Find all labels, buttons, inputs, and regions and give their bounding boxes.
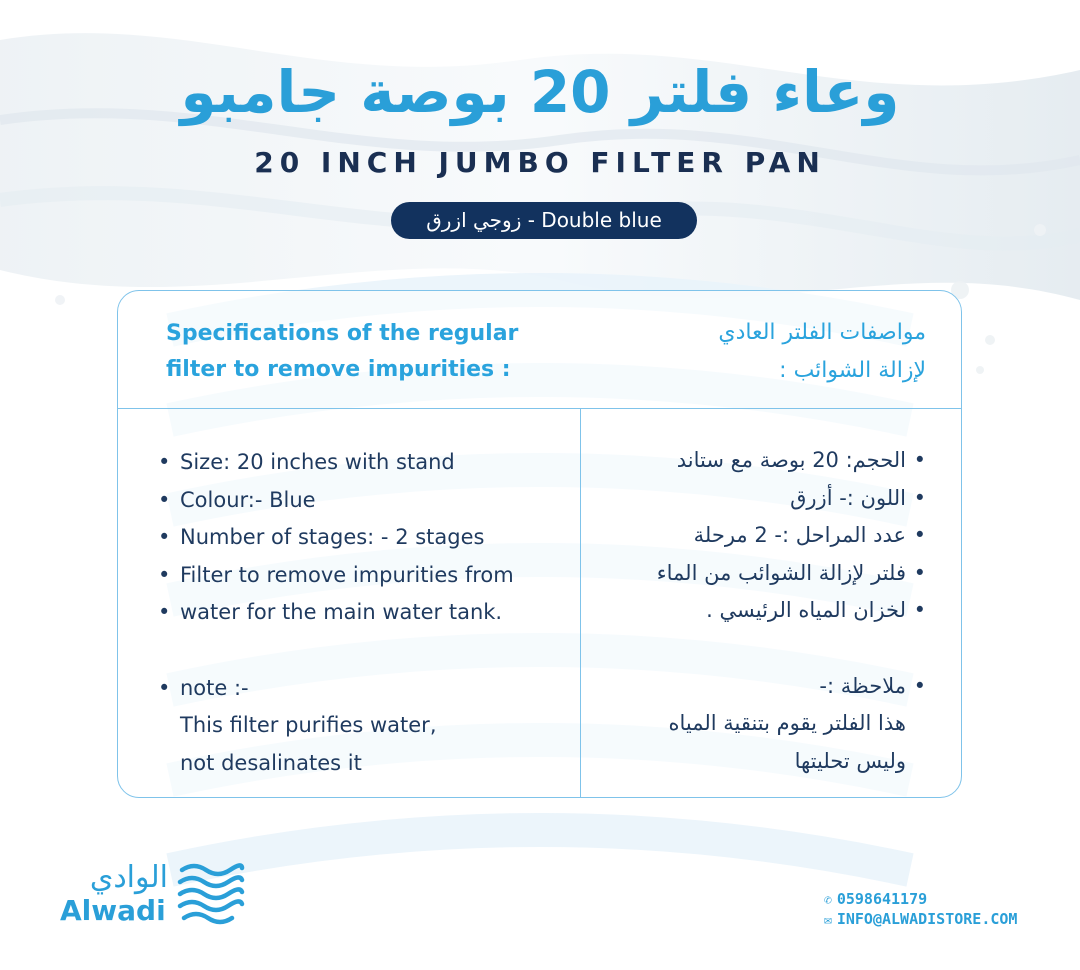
spec-item-ar: • فلتر لإزالة الشوائب من الماء (600, 555, 926, 593)
contact-email[interactable] (824, 909, 1017, 931)
bullet-icon: • (913, 673, 926, 698)
bullet-icon: • (158, 487, 171, 512)
bullet-icon: • (158, 562, 171, 587)
bullet-icon: • (913, 448, 926, 472)
card-column-divider (580, 408, 581, 798)
note-text-en-line-2: not desalinates it (180, 750, 362, 775)
spec-item-ar: • الحجم: 20 بوصة مع ستاند (600, 442, 926, 480)
title-arabic: وعاء فلتر 20 بوصة جامبو (180, 58, 900, 126)
email-address[interactable]: INFO@ALWADISTORE.COM (836, 910, 1018, 928)
heading-ar-line-1: مواصفات الفلتر العادي (718, 320, 926, 345)
brand-name-english: Alwadi (60, 894, 166, 927)
spec-item-en: • Colour:- Blue (158, 482, 558, 520)
spec-item-en: • Size: 20 inches with stand (158, 444, 558, 482)
specifications-list-english (158, 444, 558, 782)
note-text-en-line-1: This filter purifies water, (180, 713, 437, 738)
specifications-heading-english (166, 316, 546, 388)
heading-ar-line-2: لإزالة الشوائب : (779, 358, 926, 383)
bullet-icon: • (158, 450, 171, 474)
specifications-list-arabic (600, 442, 926, 780)
variant-badge: زوجي ازرق - Double blue (391, 202, 697, 239)
envelope-icon: ✉ (824, 913, 832, 928)
heading-en-line-1: Specifications of the regular (166, 321, 519, 346)
heading-en-line-2: filter to remove impurities : (166, 357, 511, 382)
card-header-divider (118, 408, 961, 409)
bullet-icon: • (913, 598, 926, 623)
bullet-icon: • (158, 525, 171, 550)
brand-name-arabic: الوادي (89, 860, 168, 895)
spec-item-ar: • لخزان المياه الرئيسي . (600, 592, 926, 630)
bullet-icon: • (158, 675, 171, 700)
wave-logo-icon (176, 860, 246, 928)
bullet-icon: • (158, 600, 171, 625)
specifications-heading-arabic (620, 314, 926, 390)
spec-item-ar: • اللون :- أزرق (600, 480, 926, 518)
note-label-en: • note :- (158, 670, 558, 708)
bullet-icon: • (913, 485, 926, 510)
spec-item-ar: • عدد المراحل :- 2 مرحلة (600, 517, 926, 555)
bullet-icon: • (913, 560, 926, 585)
phone-number[interactable]: 0598641179 (836, 890, 928, 908)
spec-item-en: • water for the main water tank. (158, 594, 558, 632)
bullet-icon: • (913, 523, 926, 548)
contact-phone[interactable] (824, 889, 927, 911)
title-english: 20 INCH JUMBO FILTER PAN (254, 146, 826, 179)
spec-item-en: • Number of stages: - 2 stages (158, 519, 558, 557)
spec-item-en: • Filter to remove impurities from (158, 557, 558, 595)
note-text-ar-line-1: هذا الفلتر يقوم بتنقية المياه (668, 711, 906, 736)
note-text-ar-line-2: وليس تحليتها (794, 748, 906, 773)
phone-whatsapp-icon: ✆ (824, 893, 832, 908)
note-label-ar: • ملاحظة :- (600, 668, 926, 706)
